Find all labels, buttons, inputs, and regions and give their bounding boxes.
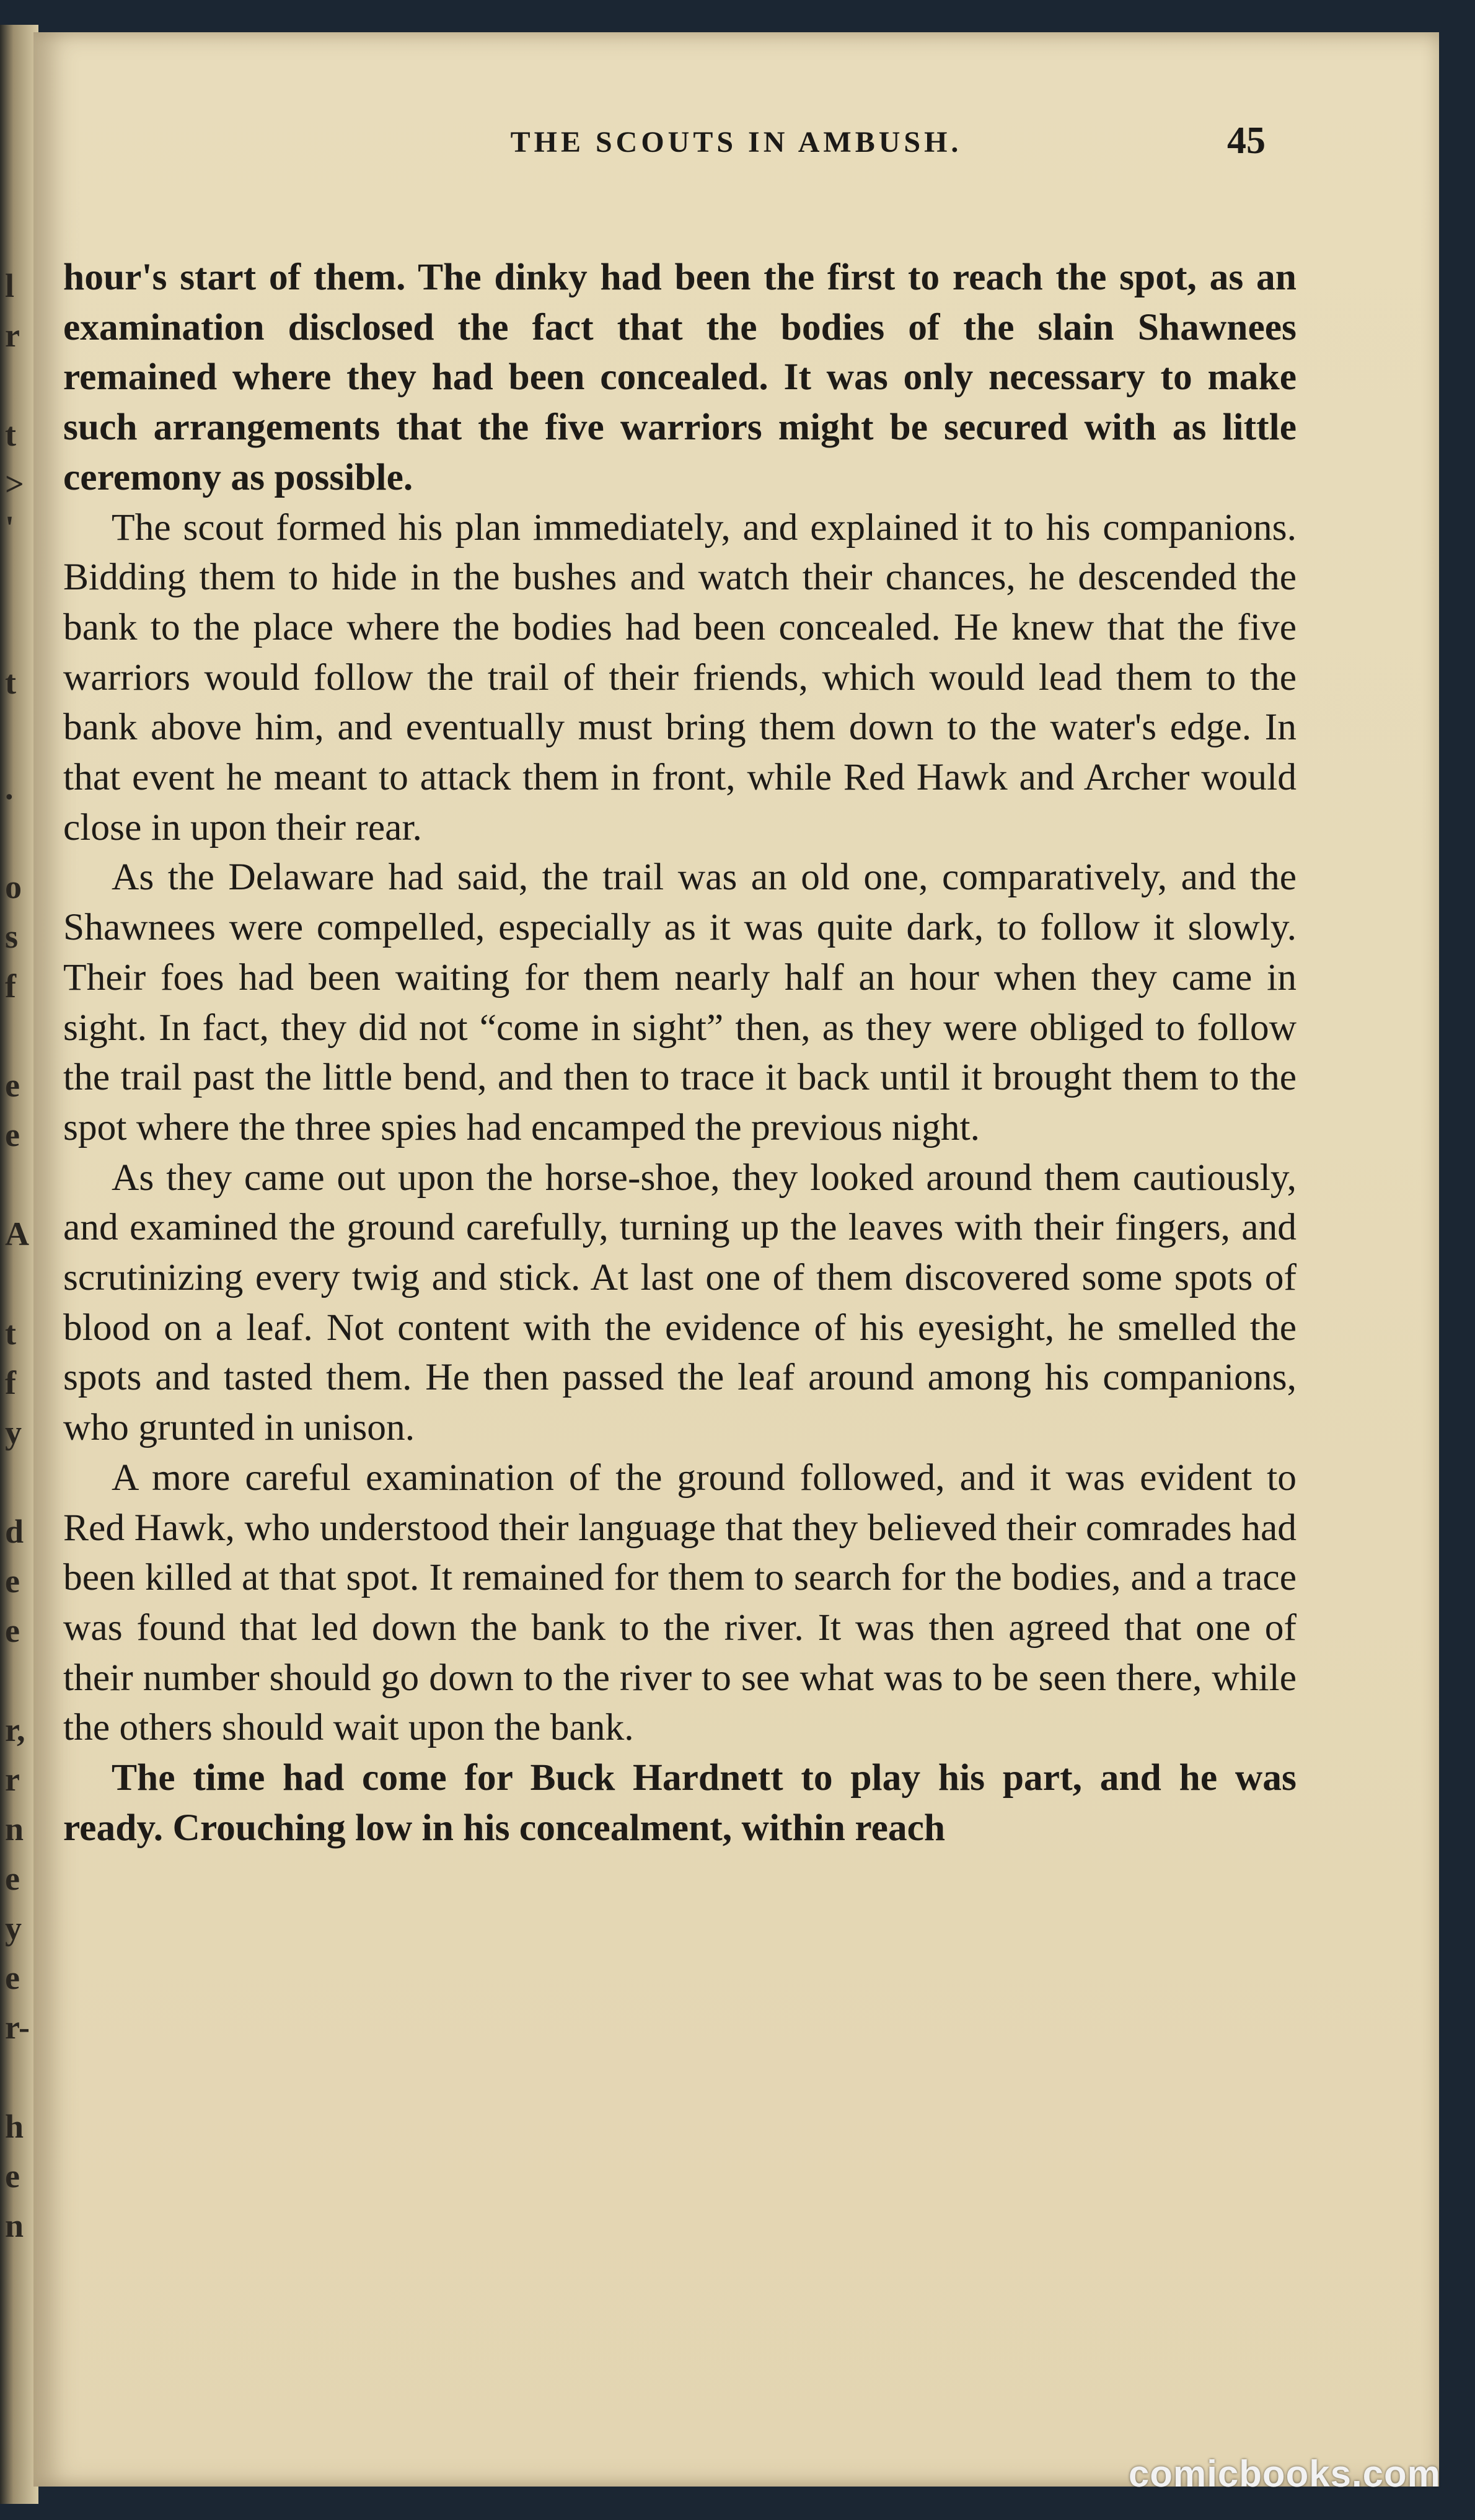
margin-char: r- (5, 2009, 30, 2046)
watermark: comicbooks.com (1128, 2453, 1441, 2495)
margin-char: ' (5, 509, 15, 546)
margin-char: y (5, 1910, 22, 1947)
paragraph: The time had come for Buck Hardnett to play his part, and he was ready. Crouching low in his concealment, within reach (63, 1756, 1297, 1849)
margin-char: h (5, 2108, 24, 2145)
margin-char: l (5, 267, 15, 304)
margin-char: e (5, 1612, 20, 1649)
margin-char: r (5, 317, 20, 354)
margin-char: e (5, 1067, 20, 1104)
margin-char: f (5, 967, 16, 1005)
margin-char: A (5, 1215, 29, 1253)
margin-char: r, (5, 1711, 25, 1748)
margin-char: t (5, 1315, 16, 1352)
body-text (63, 252, 1297, 1853)
margin-char: t (5, 664, 16, 701)
margin-char: d (5, 1513, 24, 1550)
paragraph: As they came out upon the horse-shoe, they looked around them cautiously, and examined the ground carefully, turning up the leaves with their fingers, and scrutinizing every twig and stick. At last one of them discovered some spots of blood on a leaf. Not content with the evidence of his eyesight, he smelled the spots and tasted them. He then passed the leaf around among his companions, who grunted in unison. (63, 1156, 1297, 1449)
margin-char: e (5, 1116, 20, 1153)
margin-char: e (5, 1562, 20, 1600)
margin-char: y (5, 1414, 22, 1451)
margin-char: . (5, 769, 14, 806)
paragraph: A more careful examination of the ground followed, and it was evident to Red Hawk, who understood their language that they believed their comrades had been killed at that spot. It remained for them to search for the bodies, and a trace was found that led down the bank to the river. It was then agreed that one of their number should go down to the river to see what was to be seen there, while the others should wait upon the bank. (63, 1456, 1297, 1749)
margin-char: t (5, 416, 16, 453)
margin-char: f (5, 1364, 16, 1401)
paragraph: The scout formed his plan immediately, and explained it to his companions. Bidding them to hide in the bushes and watch their chances, he descended the bank to the place where the bodies had been concealed. He knew that the five warriors would follow the trail of their friends, which would lead them to the bank above him, and eventually must bring them down to the water's edge. In that event he meant to attack them in front, while Red Hawk and Archer would close in upon their rear. (63, 506, 1297, 848)
paragraph: As the Delaware had said, the trail was an old one, comparatively, and the Shawnees were compelled, especially as it was quite dark, to follow it slowly. Their foes had been waiting for them nearly half an hour when they came in sight. In fact, they did not “come in sight” then, as they were obliged to follow the trail past the little bend, and then to trace it back until it brought them to the spot where the three spies had encamped the previous night. (63, 856, 1297, 1148)
margin-char: r (5, 1761, 20, 1798)
paragraph: hour's start of them. The dinky had been the first to reach the spot, as an examination disclosed the fact that the bodies of the slain Shawnees remained where they had been concealed. It was only necessary to make such arrangements that the five warriors might be secured with as little ceremony as possible. (63, 256, 1297, 498)
margin-char: n (5, 2207, 24, 2244)
page-number: 45 (1227, 120, 1266, 162)
margin-char: n (5, 1810, 24, 1848)
margin-char: e (5, 1959, 20, 1996)
running-head: THE SCOUTS IN AMBUSH. (510, 126, 962, 159)
margin-char: > (5, 465, 24, 503)
adjacent-page-text-fragments (0, 0, 37, 2520)
margin-char: o (5, 868, 22, 905)
margin-char: e (5, 1860, 20, 1897)
book-page (33, 32, 1439, 2487)
margin-char: s (5, 918, 19, 955)
margin-char: e (5, 2157, 20, 2195)
